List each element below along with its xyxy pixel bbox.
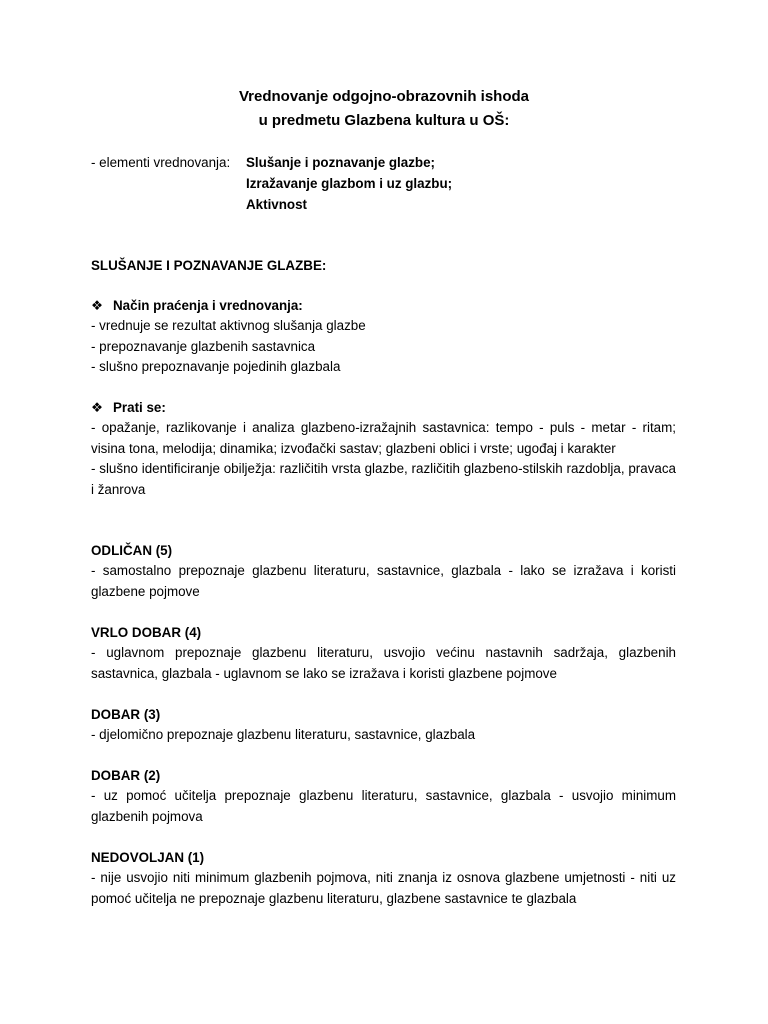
document-title-line-1: Vrednovanje odgojno-obrazovnih ishoda <box>238 88 530 105</box>
tracking-heading-row <box>91 296 303 316</box>
diamond-bullet-icon: ❖ <box>91 298 104 313</box>
section-title: SLUŠANJE I POZNAVANJE GLAZBE: <box>91 258 327 273</box>
grade-description: - uglavnom prepoznaje glazbenu literaturu, usvojio većinu nastavnih sadržaja, glazbenih sastavnica, glazbala - uglavnom se lako se izražava i koristi glazbene pojmove <box>91 645 676 681</box>
grade-heading: DOBAR (2) <box>91 768 161 783</box>
document-title-line-2: u predmetu Glazbena kultura u OŠ: <box>258 112 510 129</box>
grade-heading: DOBAR (3) <box>91 707 161 722</box>
tracking-heading: Način praćenja i vrednovanja: <box>113 298 303 313</box>
tracking-item: - prepoznavanje glazbenih sastavnica <box>91 339 316 354</box>
monitored-heading: Prati se: <box>113 400 166 415</box>
tracking-item: - vrednuje se rezultat aktivnog slušanja glazbe <box>91 318 366 333</box>
element-value-listening: Slušanje i poznavanje glazbe; <box>246 155 436 170</box>
element-value-expression: Izražavanje glazbom i uz glazbu; <box>246 176 453 191</box>
grade-description: - uz pomoć učitelja prepoznaje glazbenu literaturu, sastavnice, glazbala - usvojio minimum glazbenih pojmova <box>91 788 676 824</box>
grade-description: - nije usvojio niti minimum glazbenih pojmova, niti znanja iz osnova glazbene umjetnosti - niti uz pomoć učitelja ne prepoznaje glazbenu literaturu, glazbene sastavnice te glazbala <box>91 870 676 906</box>
grade-description: - djelomično prepoznaje glazbenu literaturu, sastavnice, glazbala <box>91 727 476 742</box>
diamond-bullet-icon: ❖ <box>91 400 104 415</box>
monitored-item: - opažanje, razlikovanje i analiza glazbeno-izražajnih sastavnica: tempo - puls - metar - ritam; visina tona, melodija; dinamika; izvođački sastav; glazbeni oblici i vrste; ugođaj i karakter <box>91 420 676 456</box>
elements-label: - elementi vrednovanja: <box>91 155 231 170</box>
grade-heading: NEDOVOLJAN (1) <box>91 850 205 865</box>
element-value-activity: Aktivnost <box>246 197 308 212</box>
grade-heading: VRLO DOBAR (4) <box>91 625 202 640</box>
grade-heading: ODLIČAN (5) <box>91 543 173 558</box>
tracking-item: - slušno prepoznavanje pojedinih glazbala <box>91 359 341 374</box>
grade-description: - samostalno prepoznaje glazbenu literaturu, sastavnice, glazbala - lako se izražava i koristi glazbene pojmove <box>91 563 676 599</box>
monitored-item: - slušno identificiranje obilježja: različitih vrsta glazbe, različitih glazbeno-stilskih razdoblja, pravaca i žanrova <box>91 461 676 497</box>
monitored-heading-row <box>91 398 166 418</box>
